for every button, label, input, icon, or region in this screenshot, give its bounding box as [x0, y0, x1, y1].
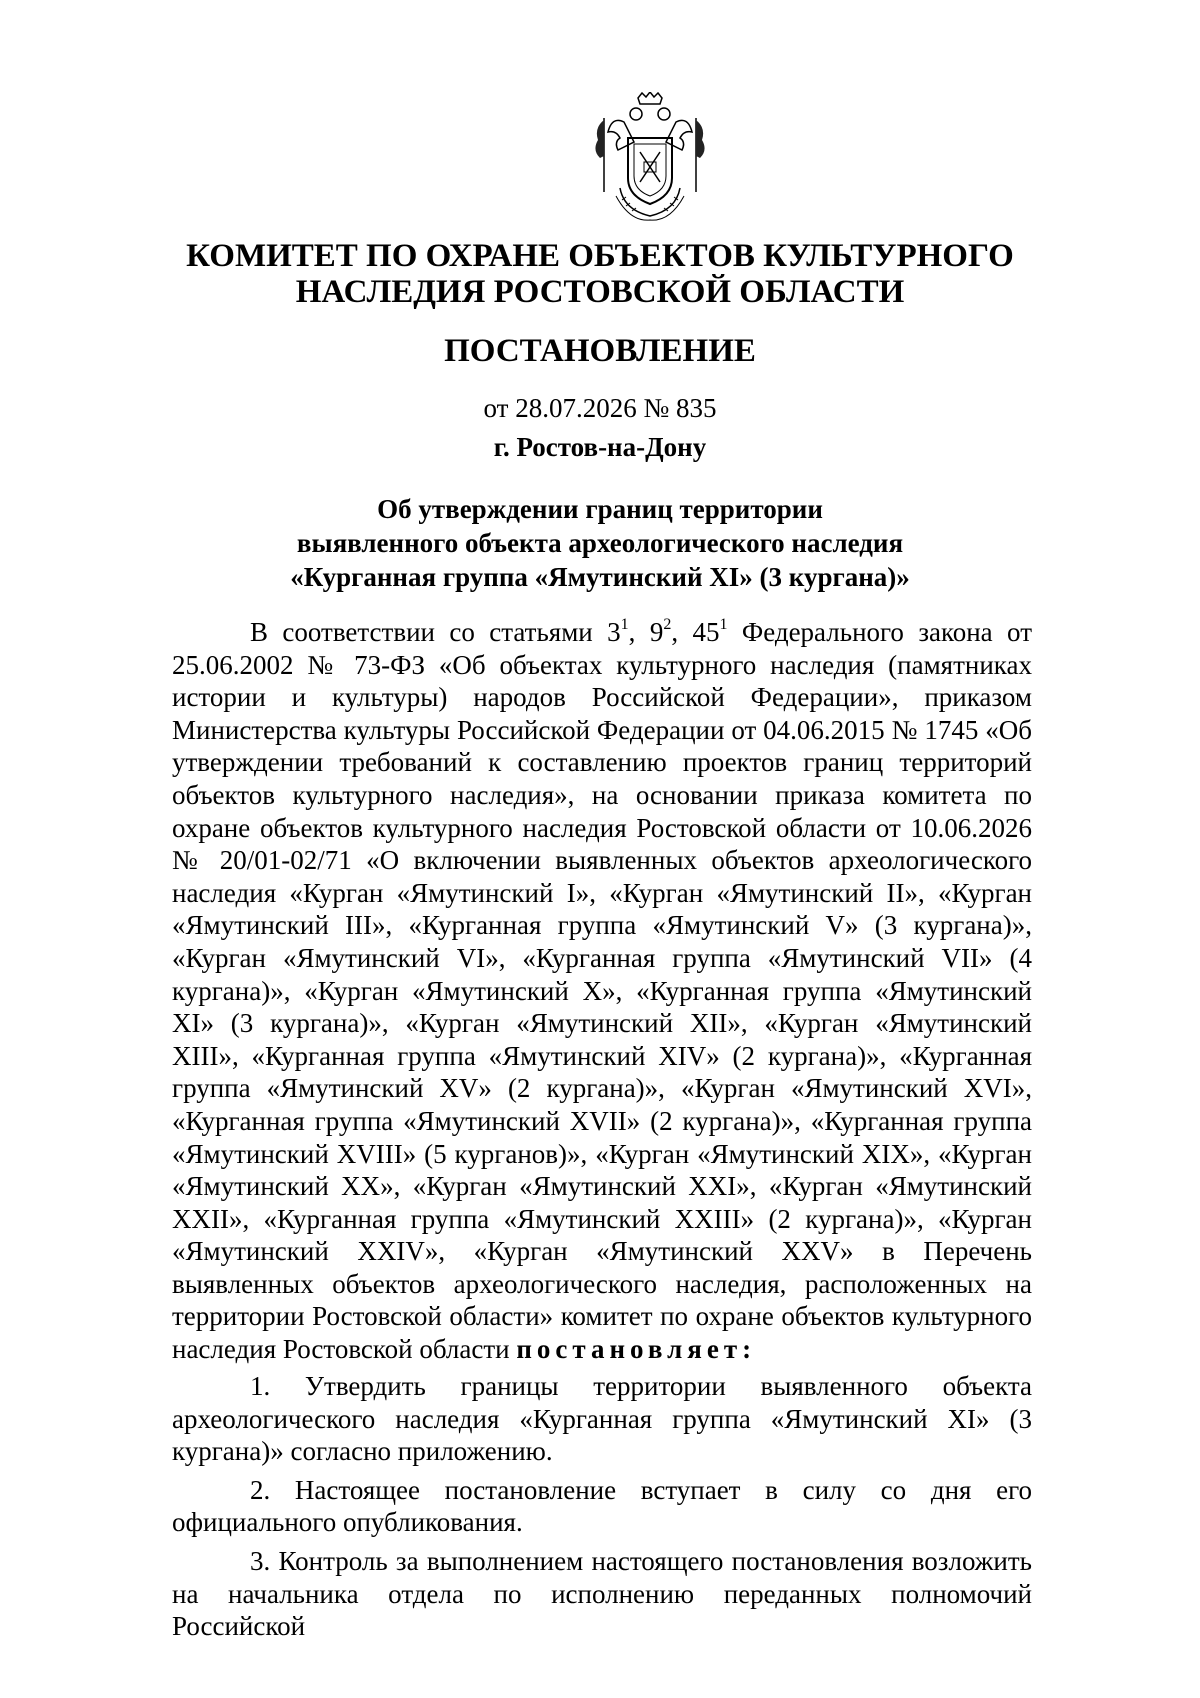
superscript: 1 — [620, 616, 629, 633]
preamble-part1: В соответствии со статьями 3 — [250, 617, 621, 647]
preamble-paragraph — [172, 616, 1032, 1366]
subject-line3: «Курганная группа «Ямутинский XI» (3 кургана)» — [290, 562, 910, 592]
subject-line2: выявленного объекта археологического наследия — [296, 528, 904, 558]
preamble-part3: , 45 — [671, 617, 720, 647]
coat-of-arms-icon — [590, 92, 710, 224]
decree-item: 2. Настоящее постановление вступает в силу со дня его официального опубликования. — [172, 1474, 1032, 1538]
decree-items — [172, 1370, 1032, 1649]
organization-name-line1: КОМИТЕТ ПО ОХРАНЕ ОБЪЕКТОВ КУЛЬТУРНОГО — [186, 238, 1014, 274]
subject-line1: Об утверждении границ территории — [377, 494, 823, 524]
decree-word: постановляет: — [516, 1334, 757, 1365]
preamble-part4: Федерального закона от 25.06.2002 № 73-ФЗ «Об объектах культурного наследия (памятниках истории и культуры) народов Российской Федерации», приказом Министерства культуры Российской Федерации от 04.06.2015 № 1745 «Об утверждении требований к составлению проектов границ территорий объектов культурного наследия», на основании приказа комитета по охране объектов культурного наследия Ростовской области от 10.06.2026 № 20/01-02/71 «О включении выявленных объектов археологического наследия «Курган «Ямутинский I», «Курган «Ямутинский II», «Курган «Ямутинский III», «Курганная группа «Ямутинский V» (3 кургана)», «Курган «Ямутинский VI», «Курганная группа «Ямутинский VII» (4 кургана)», «Курган «Ямутинский X», «Курганная группа «Ямутинский XI» (3 кургана)», «Курган «Ямутинский XII», «Курган «Ямутинский XIII», «Курганная группа «Ямутинский XIV» (2 кургана)», «Курганная группа «Ямутинский XV» (2 кургана)», «Курган «Ямутинский XVI», «Курганная группа «Ямутинский XVII» (2 кургана)», «Курганная группа «Ямутинский XVIII» (5 курганов)», «Курган «Ямутинский XIX», «Курган «Ямутинский XX», «Курган «Ямутинский XXI», «Курган «Ямутинский XXII», «Курганная группа «Ямутинский XXIII» (2 кургана)», «Курган «Ямутинский XXIV», «Курган «Ямутинский XXV» в Перечень выявленных объектов археологического наследия, расположенных на территории Ростовской области» комитет по охране объектов культурного наследия Ростовской области — [172, 617, 1032, 1365]
organization-name-line2: НАСЛЕДИЯ РОСТОВСКОЙ ОБЛАСТИ — [295, 274, 905, 310]
superscript: 2 — [663, 616, 672, 633]
decree-item: 1. Утвердить границы территории выявленного объекта археологического наследия «Курганная группа «Ямутинский XI» (3 кургана)» согласно приложению. — [172, 1371, 1032, 1467]
document-subject — [0, 492, 1200, 594]
preamble-text — [172, 616, 1032, 1366]
superscript: 1 — [719, 616, 728, 633]
document-city: г. Ростов-на-Дону — [493, 432, 707, 462]
organization-name — [0, 238, 1200, 310]
document-date-number: от 28.07.2026 № 835 — [483, 393, 717, 423]
decree-item: 3. Контроль за выполнением настоящего постановления возложить на начальника отдела по исполнению переданных полномочий Российской — [172, 1545, 1032, 1642]
preamble-part2: , 9 — [628, 617, 664, 647]
document-type: ПОСТАНОВЛЕНИЕ — [444, 333, 756, 369]
